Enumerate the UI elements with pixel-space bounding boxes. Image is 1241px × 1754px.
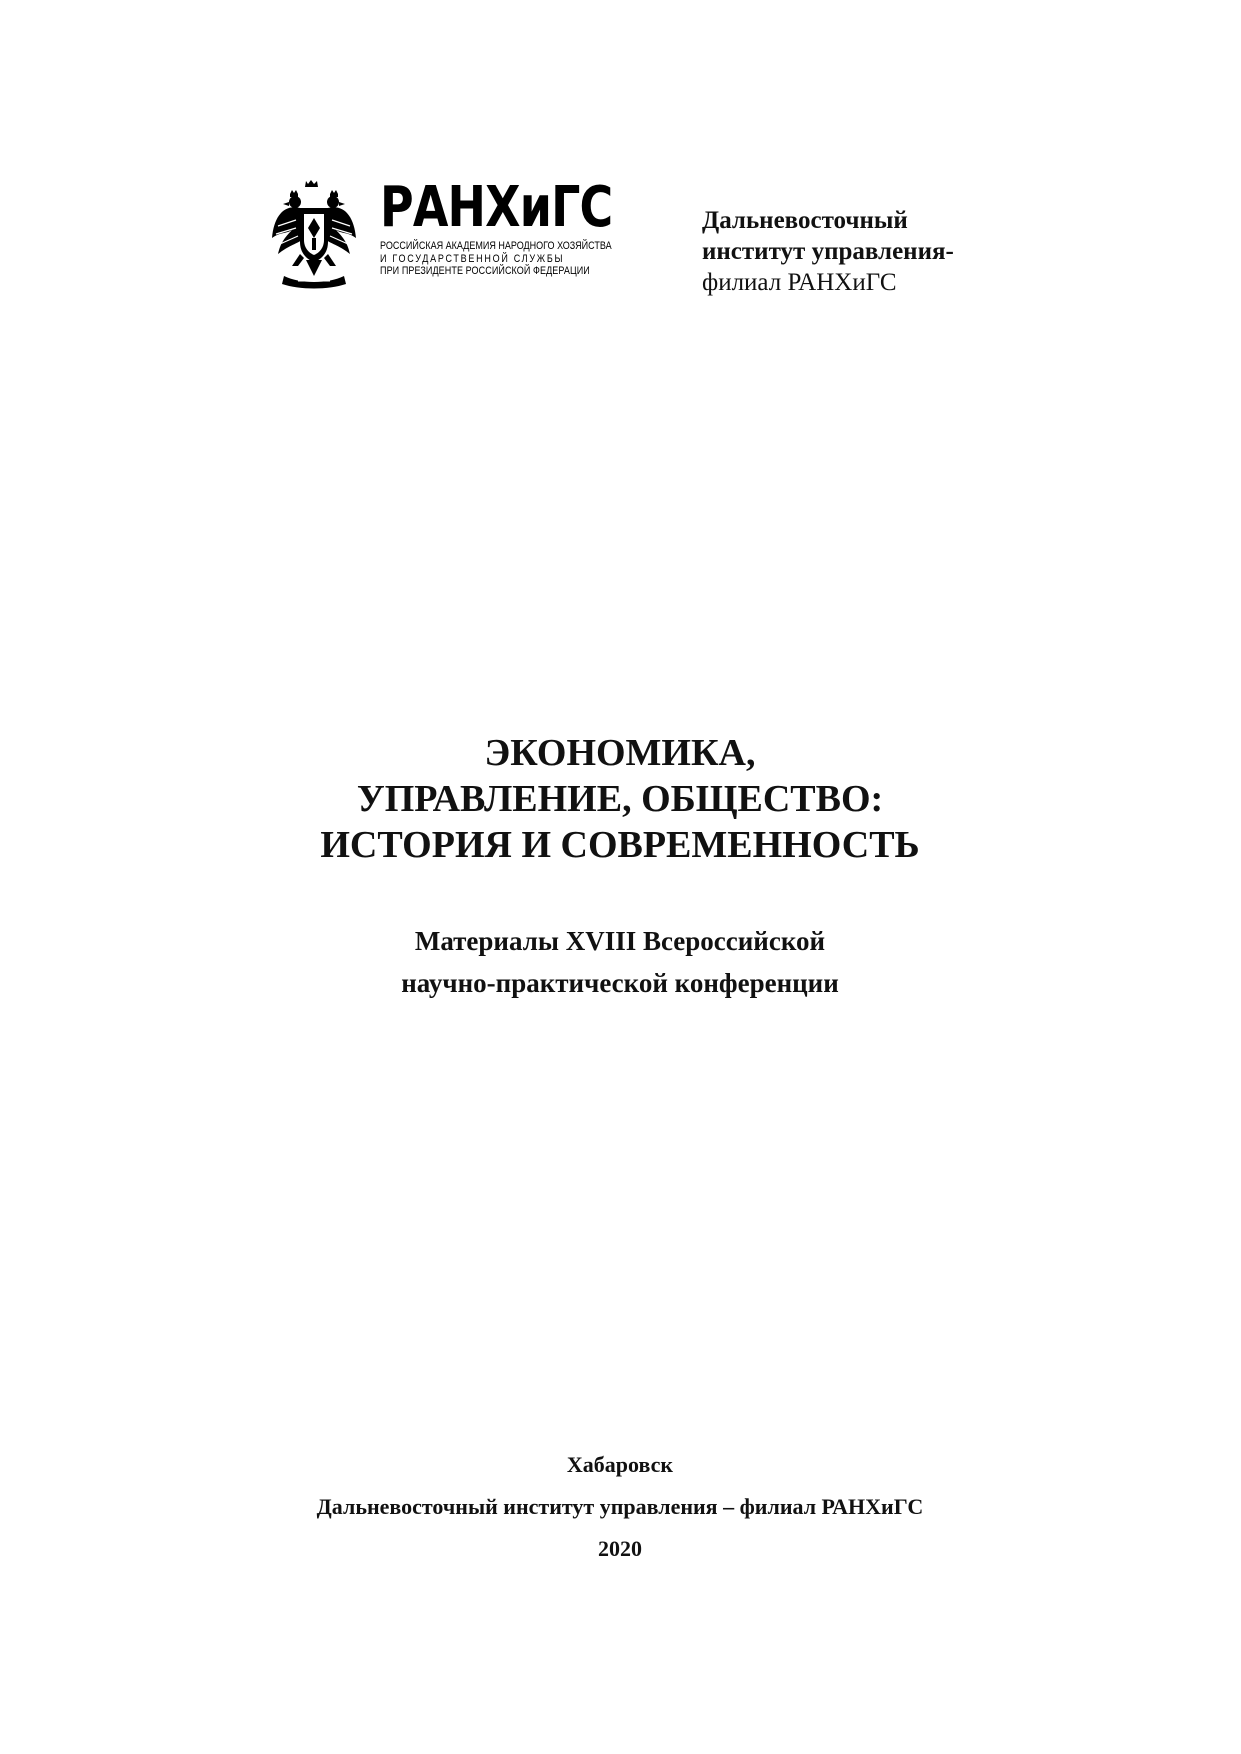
imprint-year: 2020 bbox=[598, 1536, 642, 1561]
institute-name bbox=[702, 205, 954, 298]
document-title bbox=[220, 730, 1020, 868]
logo-wordmark bbox=[380, 175, 650, 278]
subtitle-line: Материалы XVIII Всероссийской bbox=[414, 926, 826, 956]
title-line: УПРАВЛЕНИЕ, ОБЩЕСТВО: bbox=[356, 778, 884, 820]
logo-full-name-line: РОССИЙСКАЯ АКАДЕМИЯ НАРОДНОГО ХОЗЯЙСТВА bbox=[380, 240, 612, 252]
imprint-publisher: Дальневосточный институт управления – филиал РАНХиГС bbox=[316, 1494, 924, 1519]
institute-name-line: филиал РАНХиГС bbox=[702, 269, 897, 296]
institute-name-line: Дальневосточный bbox=[702, 207, 908, 234]
logo-full-name bbox=[380, 240, 612, 278]
imprint bbox=[220, 1444, 1020, 1570]
title-line: ЭКОНОМИКА, bbox=[484, 732, 756, 774]
imprint-city: Хабаровск bbox=[566, 1452, 674, 1477]
title-line: ИСТОРИЯ И СОВРЕМЕННОСТЬ bbox=[320, 824, 920, 866]
logo-full-name-line: ПРИ ПРЕЗИДЕНТЕ РОССИЙСКОЙ ФЕДЕРАЦИИ bbox=[380, 265, 590, 277]
subtitle-line: научно-практической конференции bbox=[401, 968, 839, 998]
ranepa-logo bbox=[270, 175, 650, 296]
institute-name-line: институт управления- bbox=[702, 238, 954, 265]
double-headed-eagle-emblem-icon bbox=[270, 180, 358, 290]
document-subtitle bbox=[220, 920, 1020, 1004]
logo-full-name-line: И ГОСУДАРСТВЕННОЙ СЛУЖБЫ bbox=[380, 252, 565, 265]
logo-abbreviation: РАНХиГС bbox=[380, 175, 613, 240]
header bbox=[270, 172, 1030, 332]
